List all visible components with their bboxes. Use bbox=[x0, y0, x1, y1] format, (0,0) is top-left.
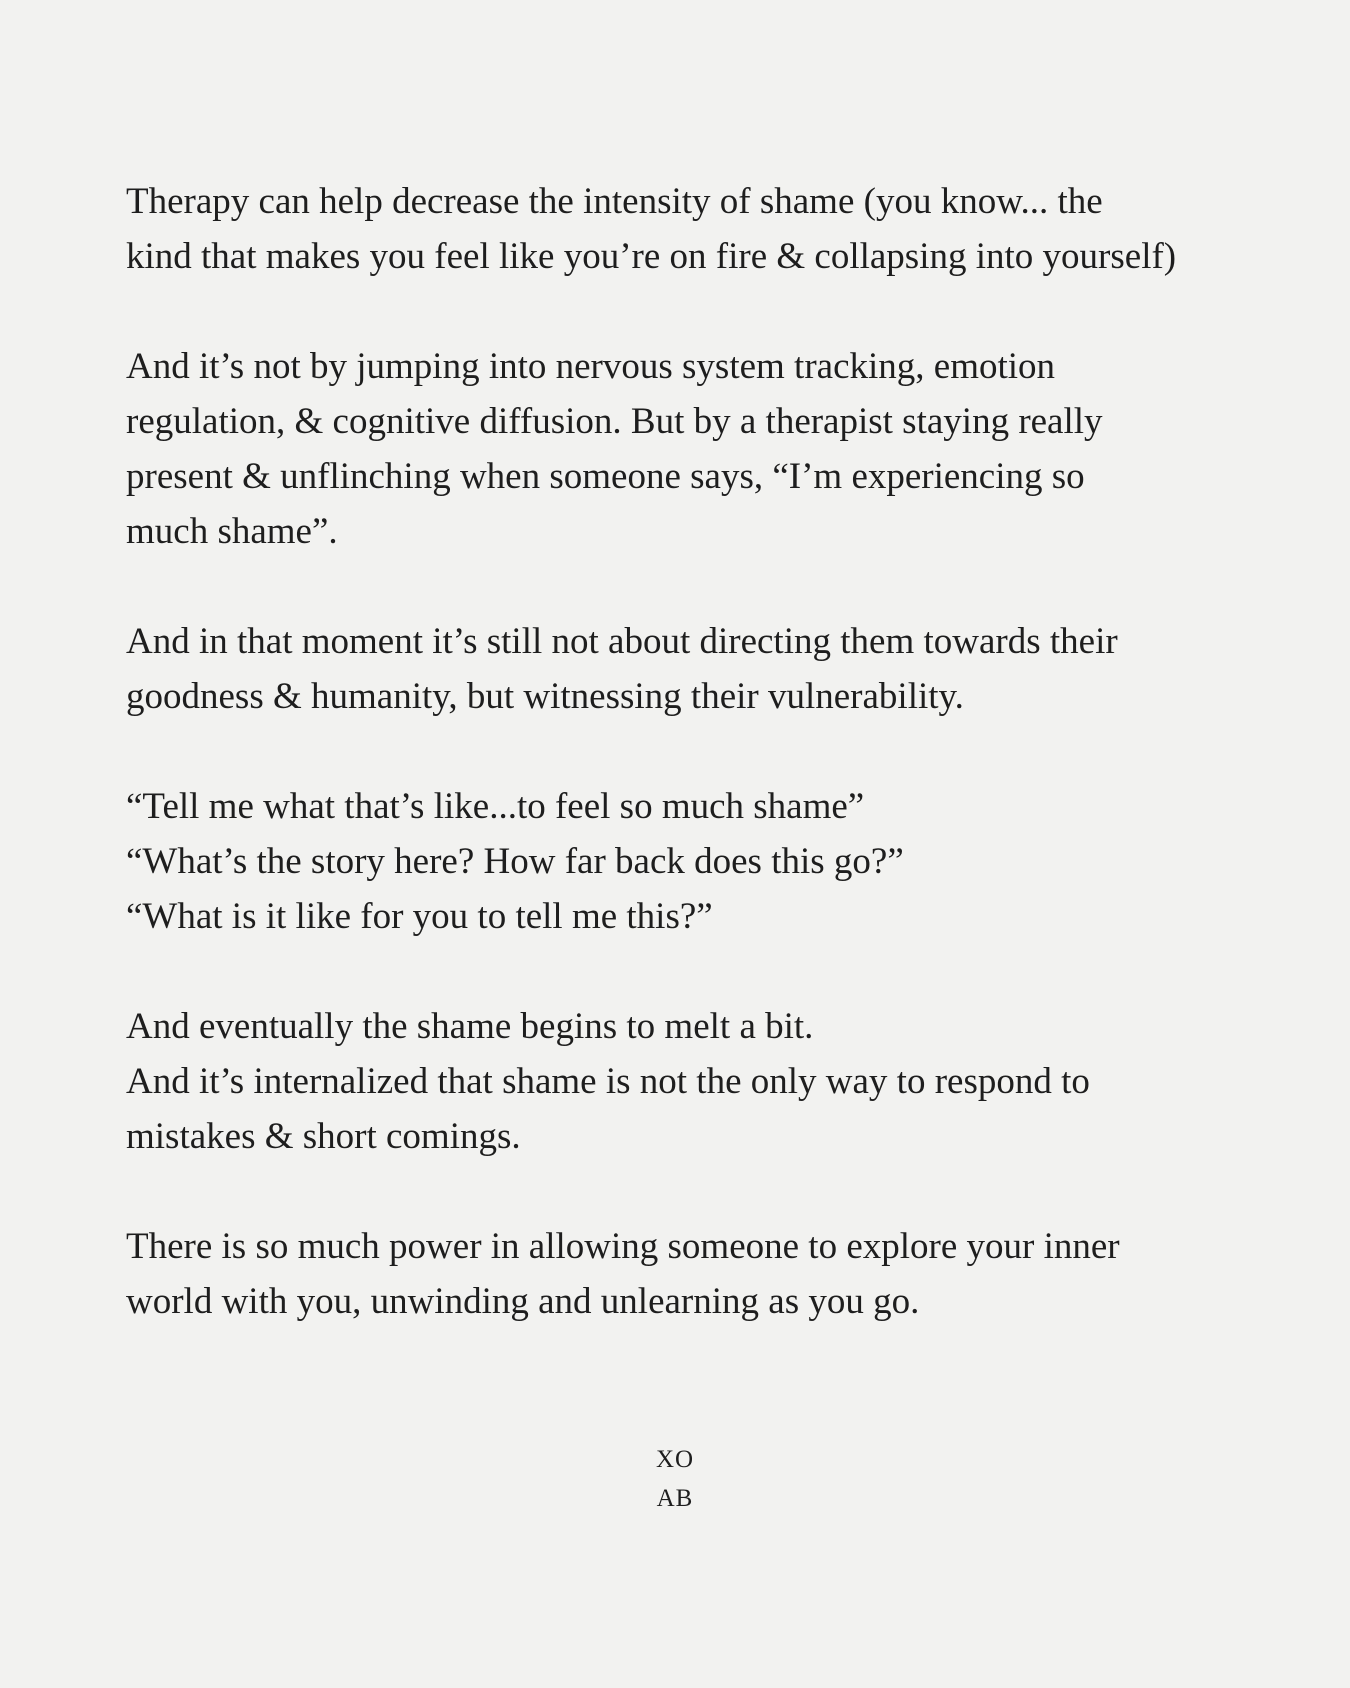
text-line: much shame”. bbox=[126, 511, 338, 552]
text-line: And it’s internalized that shame is not the only way to respond to bbox=[126, 1061, 1090, 1102]
post-body bbox=[126, 174, 1256, 1384]
text-line: And in that moment it’s still not about directing them towards their bbox=[126, 621, 1118, 662]
text-line: regulation, & cognitive diffusion. But by a therapist staying really bbox=[126, 401, 1103, 442]
paragraph-outcome bbox=[126, 999, 1256, 1164]
paragraph-approach bbox=[126, 339, 1256, 559]
text-line: goodness & humanity, but witnessing their vulnerability. bbox=[126, 676, 964, 717]
text-line: And eventually the shame begins to melt a bit. bbox=[126, 1006, 814, 1047]
text-line: world with you, unwinding and unlearning as you go. bbox=[126, 1281, 920, 1322]
text-line: There is so much power in allowing someone to explore your inner bbox=[126, 1226, 1120, 1267]
paragraph-closing bbox=[126, 1219, 1256, 1329]
text-line: present & unflinching when someone says, “I’m experiencing so bbox=[126, 456, 1085, 497]
text-line: And it’s not by jumping into nervous system tracking, emotion bbox=[126, 346, 1056, 387]
quote-line: “Tell me what that’s like...to feel so much shame” bbox=[126, 786, 865, 827]
paragraph-questions bbox=[126, 779, 1256, 944]
signoff-initials: AB bbox=[656, 1485, 694, 1512]
signoff bbox=[0, 1440, 1350, 1518]
paragraph-intro bbox=[126, 174, 1256, 284]
text-line: mistakes & short comings. bbox=[126, 1116, 521, 1157]
quote-line: “What’s the story here? How far back does this go?” bbox=[126, 841, 904, 882]
quote-line: “What is it like for you to tell me this?” bbox=[126, 896, 713, 937]
text-line: Therapy can help decrease the intensity of shame (you know... the bbox=[126, 181, 1103, 222]
signoff-xo: XO bbox=[655, 1446, 695, 1473]
paragraph-witnessing bbox=[126, 614, 1256, 724]
text-line: kind that makes you feel like you’re on fire & collapsing into yourself) bbox=[126, 236, 1177, 277]
